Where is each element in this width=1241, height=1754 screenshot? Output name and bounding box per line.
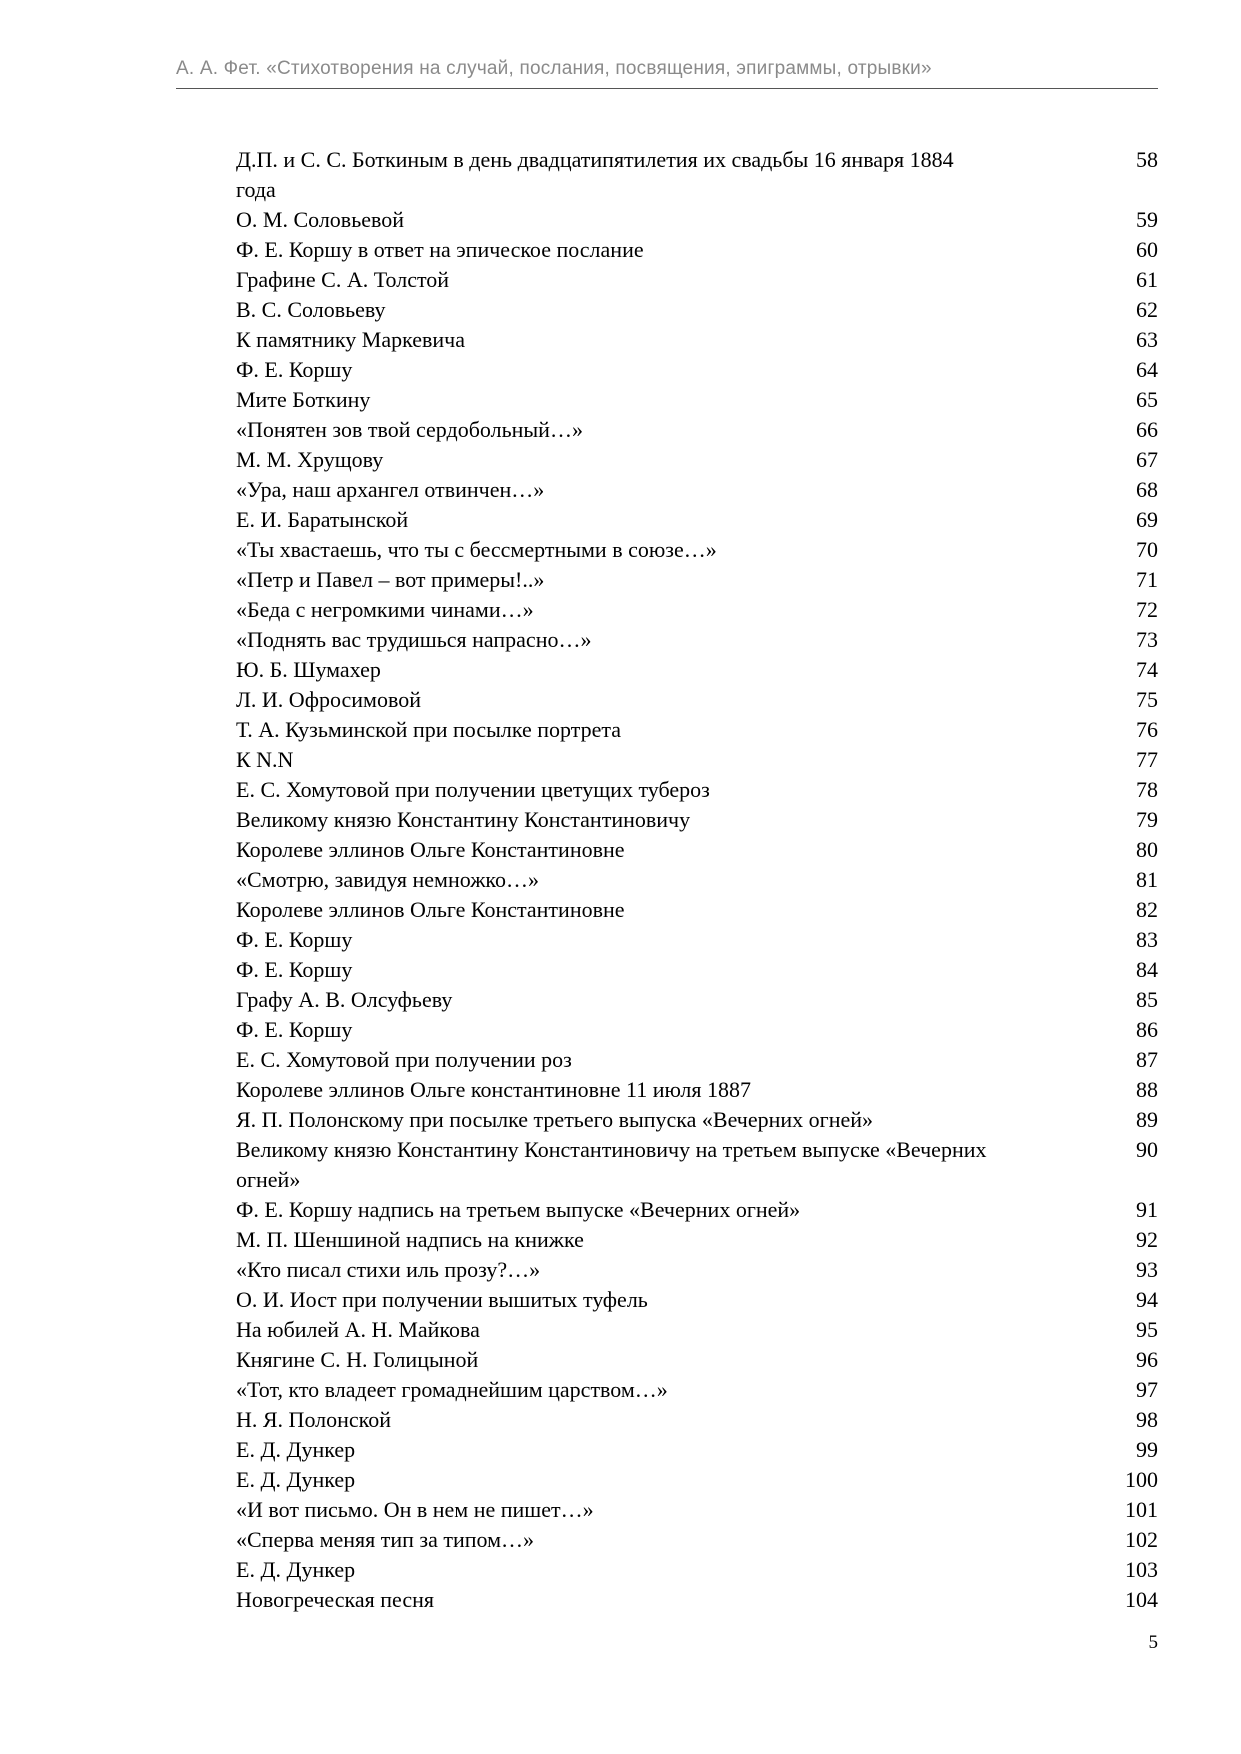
toc-entry-page: 80 xyxy=(1136,837,1158,862)
toc-entry-page: 68 xyxy=(1136,477,1158,502)
page-number: 5 xyxy=(1148,1632,1158,1653)
toc-entry xyxy=(236,1405,1158,1435)
toc-entry-title: «Ура, наш архангел отвинчен…» xyxy=(236,477,545,502)
toc-entry-title: Н. Я. Полонской xyxy=(236,1407,392,1432)
toc-entry-page: 79 xyxy=(1136,807,1158,832)
toc-entry-title: Ф. Е. Коршу надпись на третьем выпуске «Вечерних огней» xyxy=(236,1197,801,1222)
toc-entry-title: «Сперва меняя тип за типом…» xyxy=(236,1527,535,1552)
toc-entry-title: Княгине С. Н. Голицыной xyxy=(236,1347,479,1372)
toc-entry-page: 64 xyxy=(1136,357,1158,382)
toc-entry-title: «Петр и Павел – вот примеры!..» xyxy=(236,567,545,592)
toc-entry xyxy=(236,235,1158,265)
toc-entry-page: 73 xyxy=(1136,627,1158,652)
toc-entry-title: Королеве эллинов Ольге константиновне 11 июля 1887 xyxy=(236,1077,751,1102)
toc-entry-page: 86 xyxy=(1136,1017,1158,1042)
table-of-contents xyxy=(236,145,1158,1615)
toc-entry-page: 83 xyxy=(1136,927,1158,952)
toc-entry xyxy=(236,715,1158,745)
toc-entry-title: «И вот письмо. Он в нем не пишет…» xyxy=(236,1497,594,1522)
toc-entry-page: 59 xyxy=(1136,207,1158,232)
toc-entry xyxy=(236,355,1158,385)
toc-entry xyxy=(236,415,1158,445)
toc-entry xyxy=(236,325,1158,355)
toc-entry-title: Мите Боткину xyxy=(236,387,371,412)
toc-entry xyxy=(236,1105,1158,1135)
toc-entry-title: «Понятен зов твой сердобольный…» xyxy=(236,417,583,442)
toc-entry xyxy=(236,835,1158,865)
toc-entry-title: О. И. Иост при получении вышитых туфель xyxy=(236,1287,648,1312)
toc-entry-page: 81 xyxy=(1136,867,1158,892)
toc-entry-page: 60 xyxy=(1136,237,1158,262)
toc-entry-page: 90 xyxy=(1136,1137,1158,1162)
toc-entry-title: К памятнику Маркевича xyxy=(236,327,466,352)
toc-entry-title: Графу А. В. Олсуфьеву xyxy=(236,987,453,1012)
toc-entry-title: Е. Д. Дункер xyxy=(236,1557,356,1582)
toc-entry-page: 87 xyxy=(1136,1047,1158,1072)
toc-entry-page: 67 xyxy=(1136,447,1158,472)
toc-entry xyxy=(236,775,1158,805)
toc-entry xyxy=(236,925,1158,955)
toc-entry-page: 96 xyxy=(1136,1347,1158,1372)
toc-entry-page: 58 xyxy=(1136,147,1158,172)
toc-entry xyxy=(236,1255,1158,1285)
toc-entry xyxy=(236,385,1158,415)
toc-entry-page: 74 xyxy=(1136,657,1158,682)
toc-entry-page: 94 xyxy=(1136,1287,1158,1312)
toc-entry-title: В. С. Соловьеву xyxy=(236,297,386,322)
toc-entry xyxy=(236,1585,1158,1615)
toc-entry-title: Ф. Е. Коршу xyxy=(236,1017,353,1042)
toc-entry-page: 92 xyxy=(1136,1227,1158,1252)
toc-entry xyxy=(236,595,1158,625)
toc-entry-title: Е. С. Хомутовой при получении роз xyxy=(236,1047,572,1072)
toc-entry-title: Л. И. Офросимовой xyxy=(236,687,421,712)
toc-entry xyxy=(236,205,1158,235)
toc-entry-page: 62 xyxy=(1136,297,1158,322)
toc-entry-title: «Кто писал стихи иль прозу?…» xyxy=(236,1257,541,1282)
toc-entry xyxy=(236,295,1158,325)
toc-entry xyxy=(236,1315,1158,1345)
toc-entry-page: 97 xyxy=(1136,1377,1158,1402)
toc-entry-page: 63 xyxy=(1136,327,1158,352)
toc-entry xyxy=(236,145,1158,205)
toc-entry-title: Ф. Е. Коршу xyxy=(236,357,353,382)
toc-entry-page: 78 xyxy=(1136,777,1158,802)
toc-entry-title: Великому князю Константину Константиновичу xyxy=(236,807,691,832)
toc-entry-title: Д.П. и С. С. Боткиным в день двадцатипятилетия их свадьбы 16 января 1884 года xyxy=(236,147,954,202)
toc-entry-page: 61 xyxy=(1136,267,1158,292)
toc-entry xyxy=(236,1195,1158,1225)
toc-entry-page: 77 xyxy=(1136,747,1158,772)
toc-entry-title: «Поднять вас трудишься напрасно…» xyxy=(236,627,592,652)
toc-entry xyxy=(236,505,1158,535)
toc-entry-title: Новогреческая песня xyxy=(236,1587,434,1612)
toc-entry xyxy=(236,1135,1158,1195)
toc-entry-page: 76 xyxy=(1136,717,1158,742)
toc-entry-title: Королеве эллинов Ольге Константиновне xyxy=(236,897,625,922)
toc-entry-title: Ф. Е. Коршу xyxy=(236,957,353,982)
toc-entry-page: 75 xyxy=(1136,687,1158,712)
toc-entry xyxy=(236,1345,1158,1375)
toc-entry xyxy=(236,1435,1158,1465)
toc-entry-title: «Тот, кто владеет громаднейшим царством…» xyxy=(236,1377,668,1402)
toc-entry-page: 69 xyxy=(1136,507,1158,532)
toc-entry-title: Я. П. Полонскому при посылке третьего выпуска «Вечерних огней» xyxy=(236,1107,874,1132)
toc-entry-page: 70 xyxy=(1136,537,1158,562)
toc-entry xyxy=(236,535,1158,565)
toc-entry-page: 89 xyxy=(1136,1107,1158,1132)
toc-entry xyxy=(236,685,1158,715)
toc-entry xyxy=(236,1045,1158,1075)
toc-entry-page: 100 xyxy=(1125,1467,1158,1492)
toc-entry-page: 88 xyxy=(1136,1077,1158,1102)
toc-entry-title: Королеве эллинов Ольге Константиновне xyxy=(236,837,625,862)
toc-entry xyxy=(236,445,1158,475)
running-header: А. А. Фет. «Стихотворения на случай, послания, посвящения, эпиграммы, отрывки» xyxy=(176,58,932,79)
toc-entry-title: Ф. Е. Коршу в ответ на эпическое послание xyxy=(236,237,644,262)
toc-entry xyxy=(236,475,1158,505)
toc-entry-page: 95 xyxy=(1136,1317,1158,1342)
toc-entry xyxy=(236,1225,1158,1255)
toc-entry-page: 104 xyxy=(1125,1587,1158,1612)
toc-entry-title: Графине С. А. Толстой xyxy=(236,267,450,292)
toc-entry xyxy=(236,1075,1158,1105)
toc-entry-title: Е. И. Баратынской xyxy=(236,507,409,532)
toc-entry-title: «Беда с негромкими чинами…» xyxy=(236,597,534,622)
toc-entry xyxy=(236,985,1158,1015)
toc-entry-title: Т. А. Кузьминской при посылке портрета xyxy=(236,717,622,742)
toc-entry-title: М. П. Шеншиной надпись на книжке xyxy=(236,1227,584,1252)
toc-entry xyxy=(236,745,1158,775)
toc-entry-title: Е. Д. Дункер xyxy=(236,1437,356,1462)
toc-entry-title: Е. Д. Дункер xyxy=(236,1467,356,1492)
toc-entry-page: 98 xyxy=(1136,1407,1158,1432)
toc-entry xyxy=(236,1285,1158,1315)
toc-entry xyxy=(236,655,1158,685)
toc-entry xyxy=(236,865,1158,895)
toc-entry-page: 65 xyxy=(1136,387,1158,412)
toc-entry-title: К N.N xyxy=(236,747,294,772)
toc-entry xyxy=(236,895,1158,925)
toc-entry-page: 103 xyxy=(1125,1557,1158,1582)
toc-entry-title: М. М. Хрущову xyxy=(236,447,384,472)
toc-entry xyxy=(236,955,1158,985)
toc-entry-title: Великому князю Константину Константиновичу на третьем выпуске «Вечерних огней» xyxy=(236,1137,987,1192)
toc-entry-page: 91 xyxy=(1136,1197,1158,1222)
header-rule xyxy=(176,88,1158,89)
toc-entry-page: 82 xyxy=(1136,897,1158,922)
toc-entry xyxy=(236,625,1158,655)
toc-entry-page: 101 xyxy=(1125,1497,1158,1522)
toc-entry-title: На юбилей А. Н. Майкова xyxy=(236,1317,480,1342)
toc-entry xyxy=(236,1525,1158,1555)
toc-entry xyxy=(236,265,1158,295)
toc-entry xyxy=(236,805,1158,835)
toc-entry-title: Е. С. Хомутовой при получении цветущих тубероз xyxy=(236,777,710,802)
toc-entry xyxy=(236,1555,1158,1585)
toc-entry-title: «Смотрю, завидуя немножко…» xyxy=(236,867,539,892)
toc-entry xyxy=(236,1015,1158,1045)
toc-entry-page: 102 xyxy=(1125,1527,1158,1552)
toc-entry-title: Ю. Б. Шумахер xyxy=(236,657,381,682)
toc-entry-page: 72 xyxy=(1136,597,1158,622)
toc-entry xyxy=(236,1465,1158,1495)
toc-entry-title: «Ты хвастаешь, что ты с бессмертными в союзе…» xyxy=(236,537,717,562)
toc-entry xyxy=(236,1375,1158,1405)
toc-entry xyxy=(236,565,1158,595)
toc-entry-page: 99 xyxy=(1136,1437,1158,1462)
toc-entry-title: Ф. Е. Коршу xyxy=(236,927,353,952)
toc-entry-page: 66 xyxy=(1136,417,1158,442)
toc-entry-page: 71 xyxy=(1136,567,1158,592)
toc-entry xyxy=(236,1495,1158,1525)
toc-entry-page: 85 xyxy=(1136,987,1158,1012)
toc-entry-page: 84 xyxy=(1136,957,1158,982)
toc-entry-title: О. М. Соловьевой xyxy=(236,207,405,232)
toc-entry-page: 93 xyxy=(1136,1257,1158,1282)
